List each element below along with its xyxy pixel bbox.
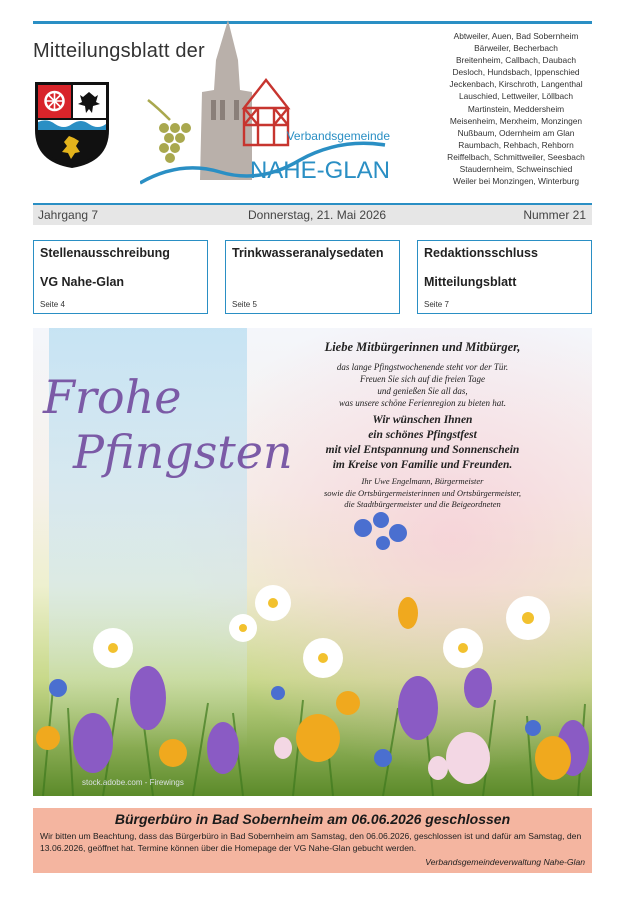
- teaser-page: Seite 4: [40, 300, 65, 309]
- municipality-line: Staudernheim, Schweinschied: [459, 164, 573, 175]
- municipality-line: Breitenheim, Callbach, Daubach: [455, 55, 577, 66]
- greeting-wish-line: Wir wünschen Ihnen: [372, 414, 473, 426]
- municipality-line: Nußbaum, Odernheim am Glan: [457, 127, 575, 138]
- teaser-title: Stellenausschreibung: [40, 246, 170, 260]
- greeting-intro-line: was unsere schöne Ferienregion zu bieten hat.: [338, 398, 507, 408]
- greeting-intro-line: und genießen Sie all das,: [377, 386, 468, 396]
- municipality-list: [430, 30, 602, 187]
- greeting-wish-line: im Kreise von Familie und Freunden.: [332, 459, 513, 471]
- teaser-title: Redaktionsschluss: [424, 246, 538, 260]
- municipality-line: Martinstein, Meddersheim: [467, 103, 565, 114]
- coat-of-arms: [33, 80, 111, 170]
- nahe-glan-logo: [140, 20, 390, 190]
- teaser-page: Seite 5: [232, 300, 257, 309]
- volume-label: Jahrgang 7: [38, 208, 99, 222]
- issue-number: Nummer 21: [523, 208, 586, 222]
- municipality-line: Desloch, Hundsbach, Ippenschied: [452, 67, 580, 78]
- greeting-intro-line: Freuen Sie sich auf die freien Tage: [360, 374, 485, 384]
- logo-line1: Verbandsgemeinde: [286, 129, 390, 143]
- teaser-title: Trinkwasseranalysedaten: [232, 246, 384, 260]
- logo-line2: NAHE-GLAN: [249, 157, 390, 184]
- issue-date: Donnerstag, 21. Mai 2026: [248, 208, 387, 222]
- greeting-wish-line: ein schönes Pfingstfest: [368, 429, 477, 441]
- teaser-box-jobs[interactable]: [33, 240, 208, 314]
- notice-sender: Verbandsgemeindeverwaltung Nahe-Glan: [425, 857, 585, 867]
- greeting-signature-line: Ihr Uwe Engelmann, Bürgermeister: [361, 476, 484, 486]
- teaser-subtitle: VG Nahe-Glan: [40, 275, 125, 289]
- greeting-intro-line: das lange Pfingstwochenende steht vor der Tür.: [336, 362, 509, 372]
- script-greeting-line2: Pfingsten: [73, 425, 293, 479]
- municipality-line: Reiffelbach, Schmittweiler, Seesbach: [447, 151, 585, 162]
- greeting-signature-line: sowie die Ortsbürgermeisterinnen und Ortsbürgermeister,: [324, 487, 521, 498]
- municipality-line: Weiler bei Monzingen, Winterburg: [453, 176, 579, 187]
- image-credit: stock.adobe.com - Firewings: [82, 778, 184, 787]
- notice-headline: Bürgerbüro in Bad Sobernheim am 06.06.2026 geschlossen: [114, 811, 511, 827]
- greeting-signature-line: die Stadtbürgermeister und die Beigeordneten: [344, 499, 501, 509]
- teaser-box-water[interactable]: [225, 240, 400, 314]
- mayor-greeting: [255, 340, 590, 511]
- publication-title: Mitteilungsblatt der: [33, 40, 205, 62]
- greeting-wish-line: mit viel Entspannung und Sonnenschein: [325, 444, 520, 456]
- municipality-line: Jeckenbach, Kirschroth, Langenthal: [449, 79, 583, 90]
- notice-box: [33, 808, 592, 873]
- issue-info-bar: [33, 203, 592, 225]
- municipality-line: Lauschied, Lettweiler, Löllbach: [458, 91, 574, 102]
- greeting-salutation: Liebe Mitbürgerinnen und Mitbürger,: [324, 340, 521, 354]
- script-greeting-line1: Frohe: [43, 370, 182, 424]
- teaser-box-deadline[interactable]: [417, 240, 592, 314]
- municipality-line: Meisenheim, Merxheim, Monzingen: [449, 115, 583, 126]
- municipality-line: Bärweiler, Becherbach: [474, 43, 558, 54]
- municipality-line: Abtweiler, Auen, Bad Sobernheim: [453, 31, 579, 41]
- notice-body: Wir bitten um Beachtung, dass das Bürgerbüro in Bad Sobernheim am Samstag, den 06.06.2026, geschlossen ist und dafür am Samstag, den 13.06.2026, geöffnet hat. Termine können über die Homepage der VG Nahe-Glan gebucht werden.: [40, 831, 582, 853]
- teaser-subtitle: Mitteilungsblatt: [424, 275, 517, 289]
- teaser-page: Seite 7: [424, 300, 449, 309]
- municipality-line: Raumbach, Rehbach, Rehborn: [458, 139, 574, 150]
